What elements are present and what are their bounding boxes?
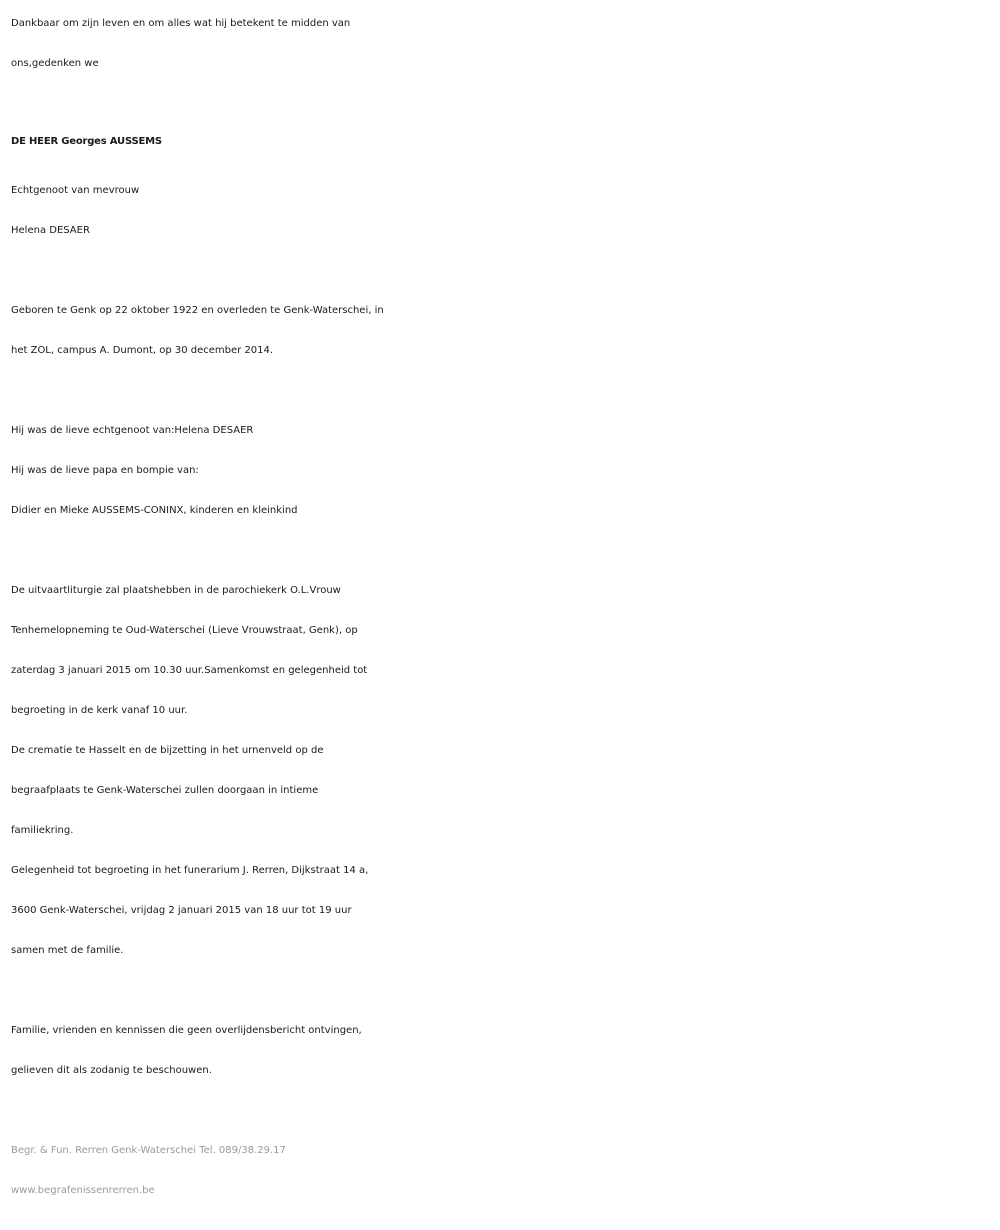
ceremony-line: zaterdag 3 januari 2015 om 10.30 uur.Samenkomst en gelegenheid tot (11, 664, 368, 676)
closing-line: gelieven dit als zodanig te beschouwen. (11, 1064, 212, 1076)
family-section (11, 411, 991, 531)
closing-section (11, 1011, 991, 1091)
intro-line: Dankbaar om zijn leven en om alles wat hij betekent te midden van (11, 18, 351, 29)
spouse-line: Helena DESAER (11, 224, 90, 236)
paragraph-gap (11, 531, 991, 571)
birth-death-line: het ZOL, campus A. Dumont, op 30 december 2014. (11, 344, 274, 356)
birth-death-section (11, 291, 991, 371)
paragraph-gap (11, 971, 991, 1011)
deceased-name: DE HEER Georges AUSSEMS (11, 136, 162, 147)
intro-line: ons,gedenken we (11, 58, 99, 69)
obituary-notice (11, 4, 991, 1211)
ceremony-line: familiekring. (11, 824, 74, 836)
ceremony-line: De uitvaartliturgie zal plaatshebben in de parochiekerk O.L.Vrouw (11, 584, 341, 596)
funeral-home-contact: Begr. & Fun. Rerren Genk-Waterschei Tel. 089/38.29.17 (11, 1144, 286, 1156)
intro-section (11, 4, 991, 84)
family-line: Didier en Mieke AUSSEMS-CONINX, kinderen en kleinkind (11, 504, 298, 516)
ceremony-section (11, 571, 991, 971)
ceremony-line: begroeting in de kerk vanaf 10 uur. (11, 704, 188, 716)
ceremony-line: 3600 Genk-Waterschei, vrijdag 2 januari 2015 van 18 uur tot 19 uur (11, 904, 352, 916)
ceremony-line: Gelegenheid tot begroeting in het funerarium J. Rerren, Dijkstraat 14 a, (11, 864, 369, 876)
ceremony-line: Tenhemelopneming te Oud-Waterschei (Lieve Vrouwstraat, Genk), op (11, 624, 358, 636)
family-line: Hij was de lieve echtgenoot van:Helena DESAER (11, 424, 254, 436)
spouse-section (11, 171, 991, 251)
birth-death-line: Geboren te Genk op 22 oktober 1922 en overleden te Genk-Waterschei, in (11, 304, 384, 316)
ceremony-line: De crematie te Hasselt en de bijzetting in het urnenveld op de (11, 744, 324, 756)
paragraph-gap (11, 1091, 991, 1131)
paragraph-gap (11, 371, 991, 411)
funeral-home-website: www.begrafenissenrerren.be (11, 1184, 155, 1196)
paragraph-gap (11, 251, 991, 291)
family-line: Hij was de lieve papa en bompie van: (11, 464, 199, 476)
closing-line: Familie, vrienden en kennissen die geen overlijdensbericht ontvingen, (11, 1024, 362, 1036)
spouse-line: Echtgenoot van mevrouw (11, 184, 140, 196)
ceremony-line: begraafplaats te Genk-Waterschei zullen doorgaan in intieme (11, 784, 319, 796)
funeral-home-footer (11, 1131, 991, 1211)
ceremony-line: samen met de familie. (11, 944, 124, 956)
